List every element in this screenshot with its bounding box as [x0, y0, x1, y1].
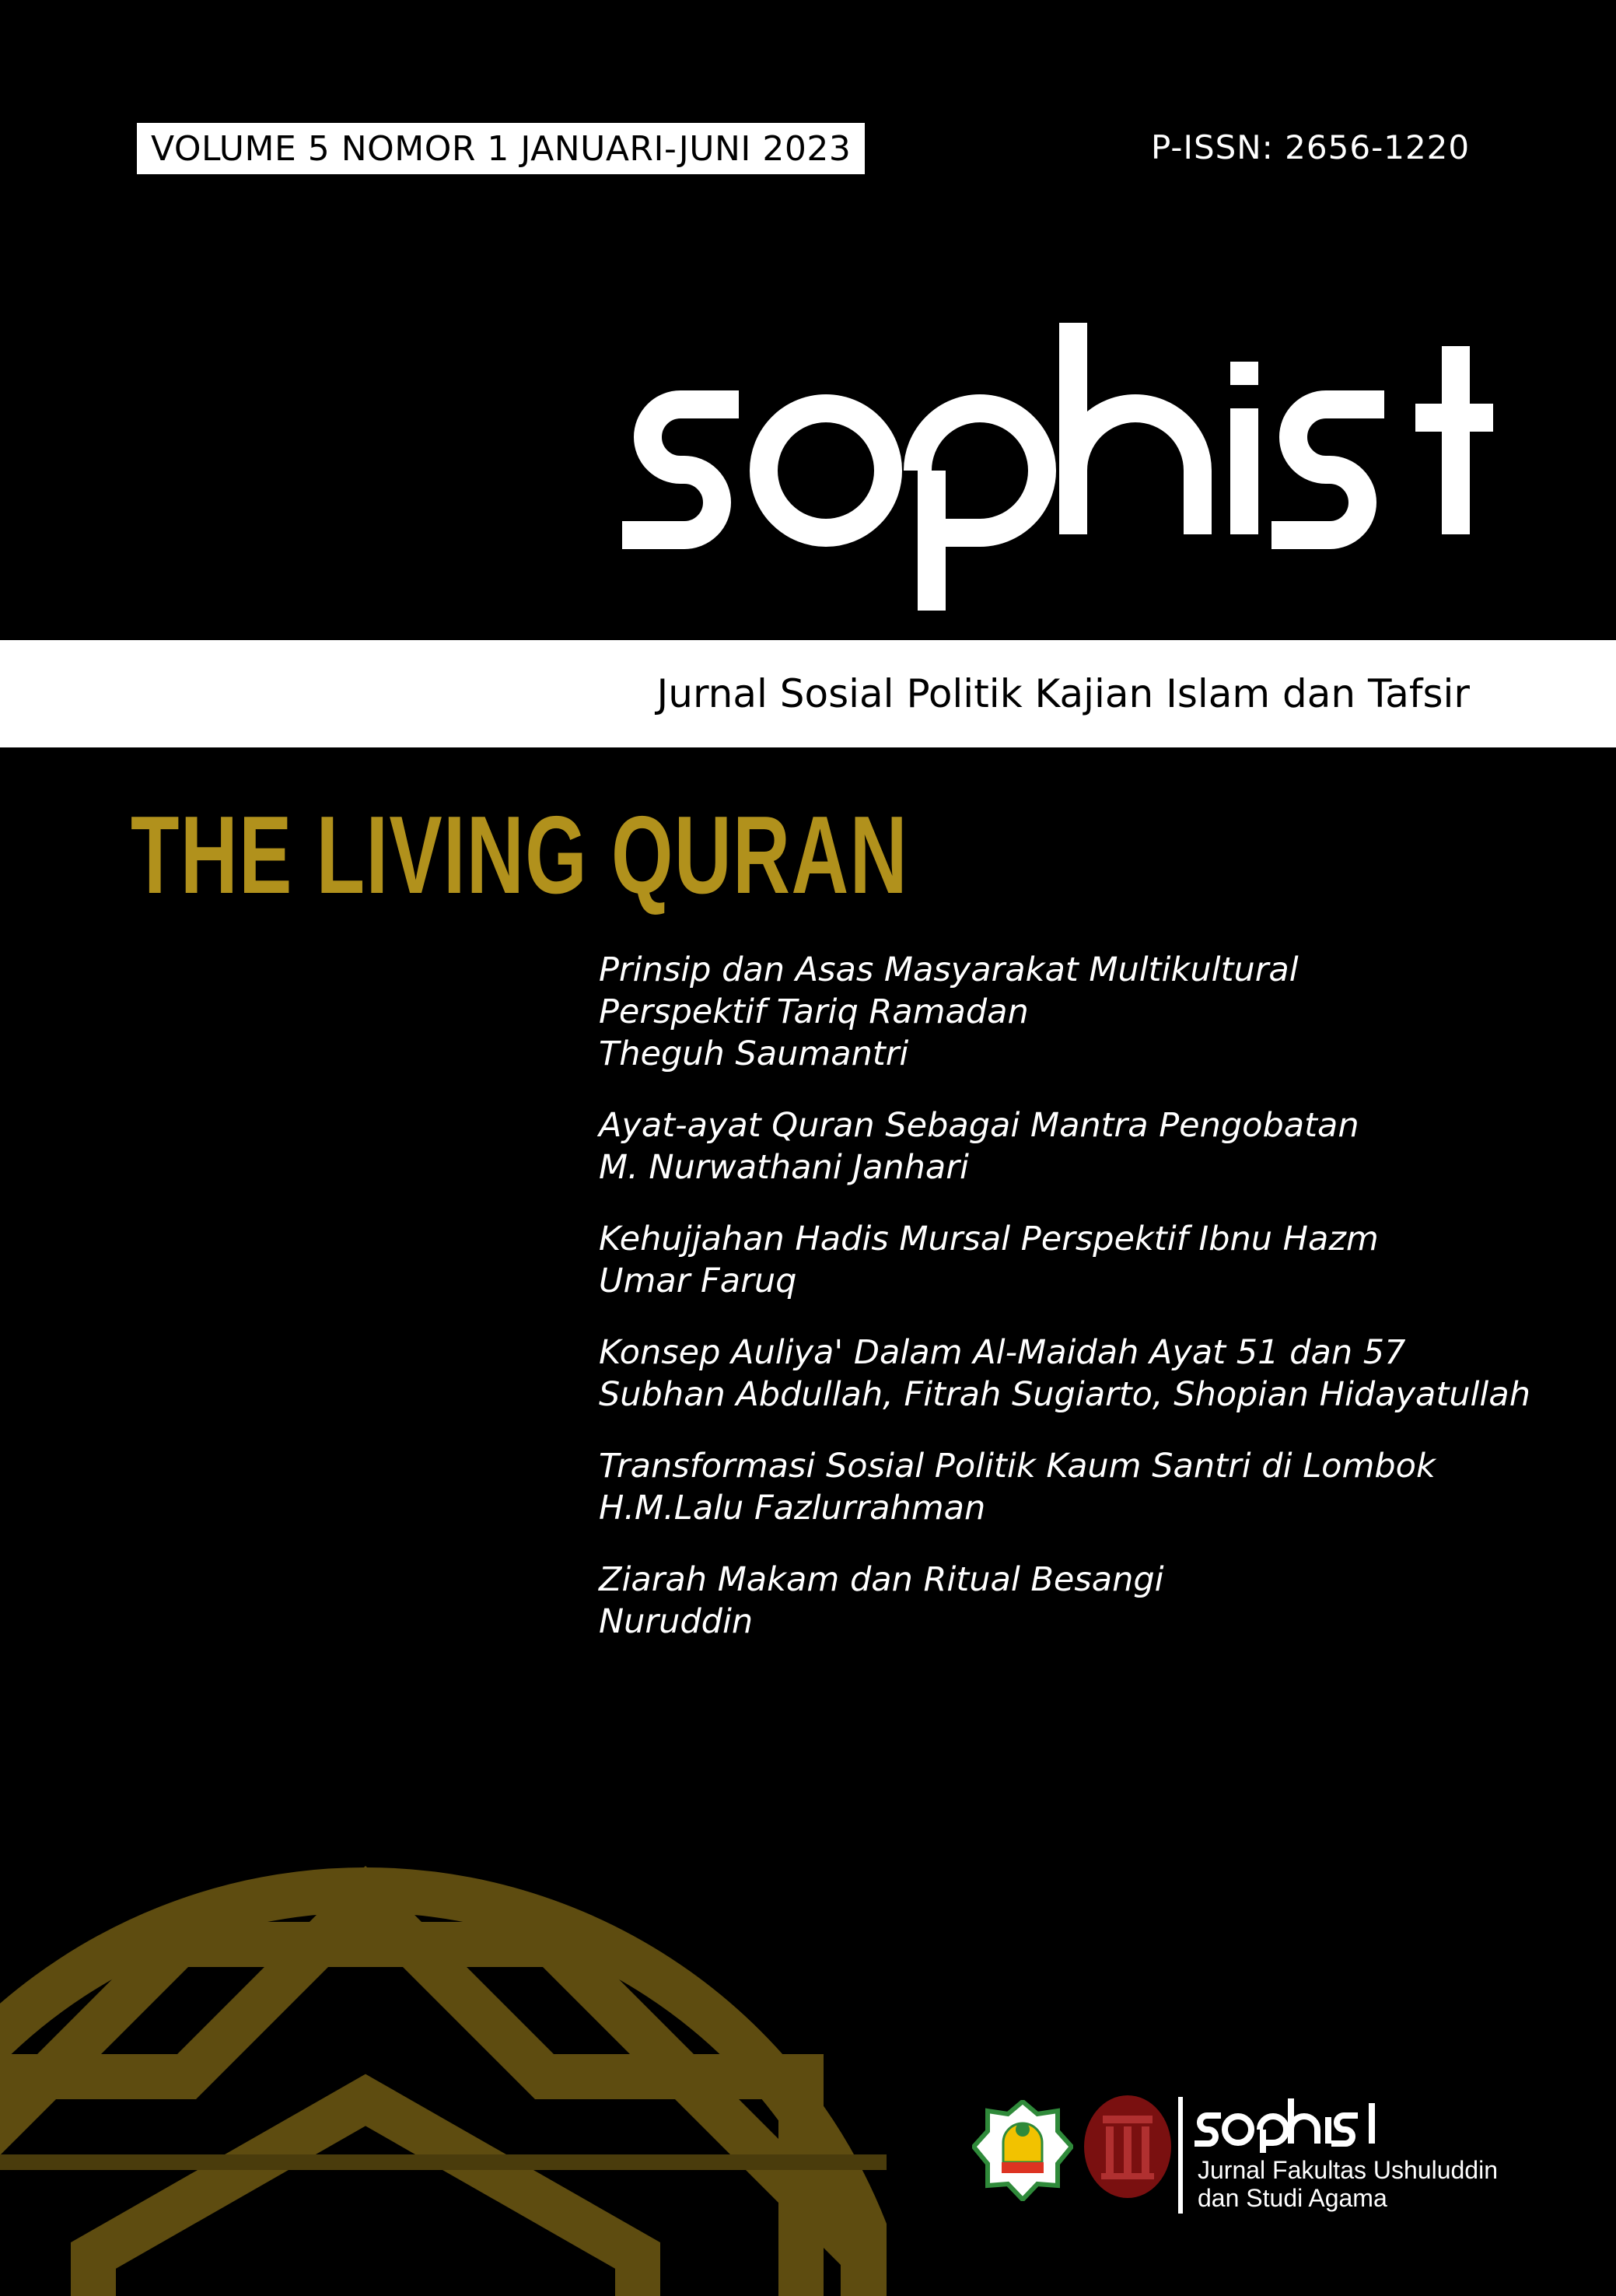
geometric-ornament [0, 1664, 887, 2296]
article-title: Transformasi Sosial Politik Kaum Santri di Lombok [599, 1447, 1436, 1486]
journal-subtitle: Jurnal Sosial Politik Kajian Islam dan Tafsir [656, 671, 1470, 716]
article-author: Umar Faruq [599, 1262, 797, 1300]
article-title: Konsep Auliya' Dalam Al-Maidah Ayat 51 dan 57 [599, 1333, 1406, 1372]
article-item [599, 1445, 1571, 1529]
publisher-logos [972, 2084, 1498, 2224]
footer-sophist-logo [1191, 2092, 1378, 2154]
volume-text: VOLUME 5 NOMOR 1 JANUARI-JUNI 2023 [151, 129, 852, 169]
theme-title: THE LIVING QURAN [131, 793, 909, 917]
issn: P-ISSN: 2656-1220 [1151, 128, 1471, 166]
faculty-emblem-icon [1081, 2092, 1174, 2201]
article-author: H.M.Lalu Fazlurrahman [599, 1489, 986, 1528]
masthead-logo [607, 307, 1501, 618]
article-title: Ziarah Makam dan Ritual Besangi [599, 1560, 1164, 1599]
footer-line-1: Jurnal Fakultas Ushuluddin [1198, 2156, 1498, 2184]
university-emblem-icon [972, 2100, 1073, 2201]
article-author: Theguh Saumantri [599, 1034, 909, 1073]
article-item [599, 1218, 1571, 1302]
article-item [599, 1332, 1571, 1416]
volume-box [137, 123, 865, 174]
subtitle-bar [0, 640, 1616, 747]
footer-logo-subtitle [1198, 2156, 1498, 2212]
logo-divider [1178, 2097, 1183, 2214]
article-author: M. Nurwathani Janhari [599, 1148, 969, 1187]
article-item [599, 1559, 1571, 1643]
article-title: Kehujjahan Hadis Mursal Perspektif Ibnu Hazm [599, 1220, 1379, 1258]
article-list [599, 949, 1571, 1672]
article-author: Nuruddin [599, 1602, 754, 1641]
article-item [599, 1104, 1571, 1188]
footer-line-2: dan Studi Agama [1198, 2184, 1387, 2212]
article-title: Prinsip dan Asas Masyarakat Multikultural [599, 950, 1299, 989]
article-title: Ayat-ayat Quran Sebagai Mantra Pengobatan [599, 1106, 1359, 1145]
article-title: Perspektif Tariq Ramadan [599, 992, 1029, 1031]
article-item [599, 949, 1571, 1075]
article-author: Subhan Abdullah, Fitrah Sugiarto, Shopian Hidayatullah [599, 1375, 1530, 1414]
